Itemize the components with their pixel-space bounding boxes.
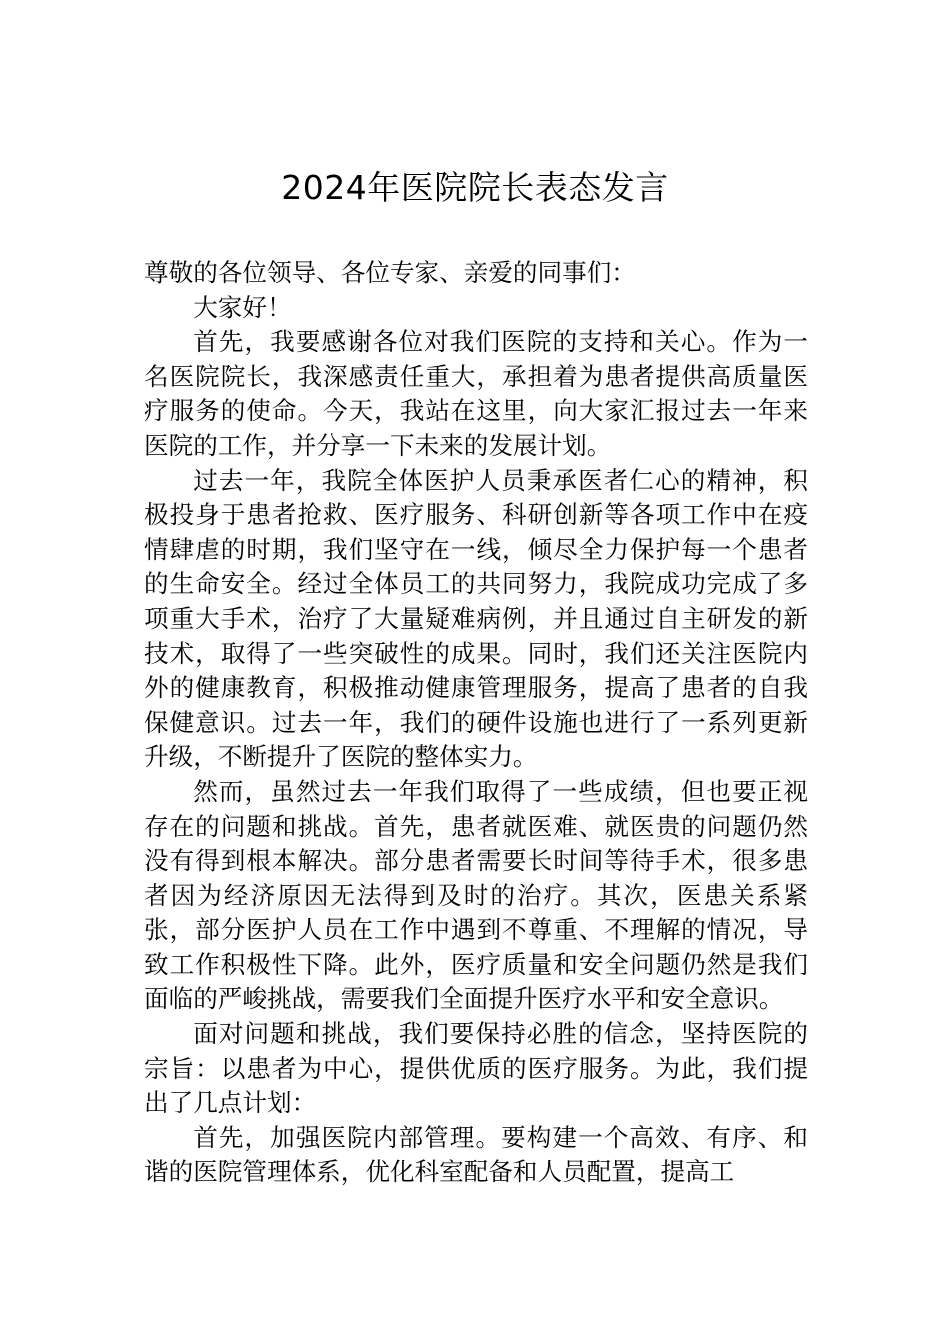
paragraph: 首先，加强医院内部管理。要构建一个高效、有序、和谐的医院管理体系，优化科室配备和人员配置，提高工 bbox=[144, 1122, 808, 1187]
paragraph: 过去一年，我院全体医护人员秉承医者仁心的精神，积极投身于患者抢救、医疗服务、科研创新等各项工作中在疫情肆虐的时期，我们坚守在一线，倾尽全力保护每一个患者的生命安全。经过全体员工的共同努力，我院成功完成了多项重大手术，治疗了大量疑难病例，并且通过自主研发的新技术，取得了一些突破性的成果。同时，我们还关注医院内外的健康教育，积极推动健康管理服务，提高了患者的自我保健意识。过去一年，我们的硬件设施也进行了一系列更新升级，不断提升了医院的整体实力。 bbox=[144, 465, 808, 772]
document-title: 2024年医院院长表态发言 bbox=[281, 168, 669, 207]
greeting: 大家好！ bbox=[193, 292, 292, 322]
salutation: 尊敬的各位领导、各位专家、亲爱的同事们： bbox=[144, 258, 636, 287]
paragraph: 面对问题和挑战，我们要保持必胜的信念，坚持医院的宗旨：以患者为中心，提供优质的医疗服务。为此，我们提出了几点计划： bbox=[144, 1019, 808, 1118]
paragraph: 首先，我要感谢各位对我们医院的支持和关心。作为一名医院院长，我深感责任重大，承担着为患者提供高质量医疗服务的使命。今天，我站在这里，向大家汇报过去一年来医院的工作，并分享一下未来的发展计划。 bbox=[144, 327, 808, 460]
paragraph: 然而，虽然过去一年我们取得了一些成绩，但也要正视存在的问题和挑战。首先，患者就医难、就医贵的问题仍然没有得到根本解决。部分患者需要长时间等待手术，很多患者因为经济原因无法得到及时的治疗。其次，医患关系紧张，部分医护人员在工作中遇到不尊重、不理解的情况，导致工作积极性下降。此外，医疗质量和安全问题仍然是我们面临的严峻挑战，需要我们全面提升医疗水平和安全意识。 bbox=[144, 776, 808, 1014]
document-body bbox=[144, 256, 808, 1190]
